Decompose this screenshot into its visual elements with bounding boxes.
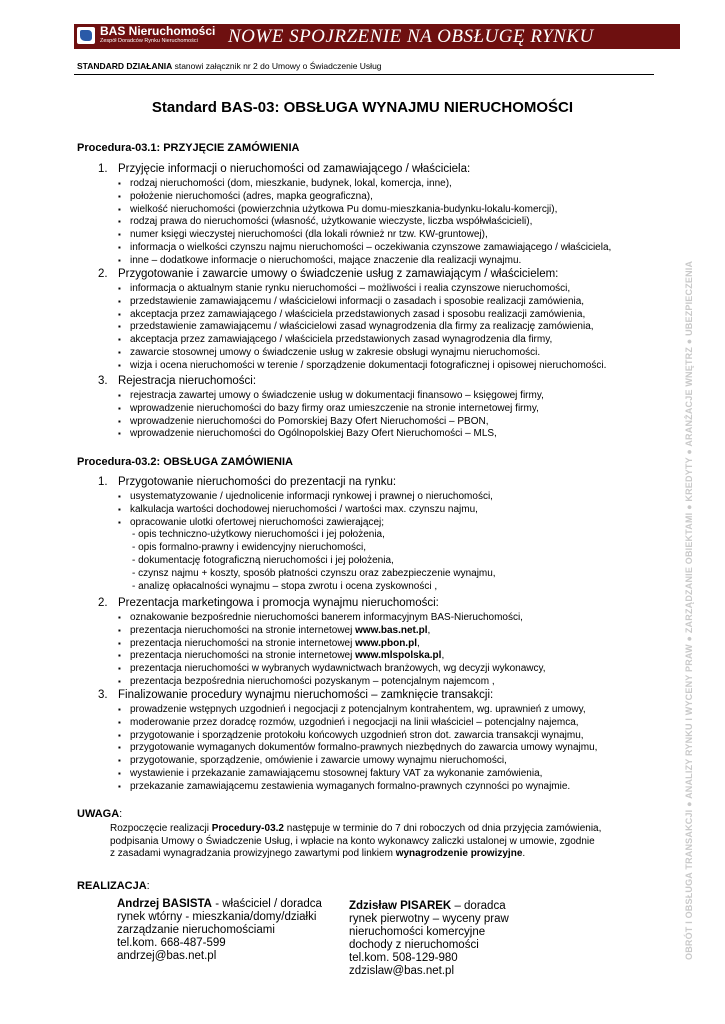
- list-item: ▪ rodzaj nieruchomości (dom, mieszkanie, budynek, lokal, komercja, inne),: [118, 178, 611, 191]
- realization-heading-colon: :: [146, 880, 150, 892]
- item-number: 2.: [98, 268, 108, 280]
- list-item: ▪ oznakowanie bezpośrednie nieruchomości banerem informacyjnym BAS-Nieruchomości,: [118, 612, 546, 625]
- proc1-item-3-list: [118, 390, 544, 441]
- contact-role: – doradca: [451, 900, 506, 912]
- sub-list-item: - czynsz najmu + koszty, sposób płatności czynszu oraz zabezpieczenie wynajmu,: [132, 567, 496, 579]
- website-link-mls[interactable]: www.mlspolska.pl: [355, 650, 442, 662]
- list-item: ▪ wprowadzenie nieruchomości do Ogólnopolskiej Bazy Ofert Nieruchomości – MLS,: [118, 428, 544, 441]
- note-line-2: podpisania Umowy o Świadczenie Usług, i wpłacie na konto wykonawcy zaliczki ustalonej w umowie, zgodnie: [110, 835, 595, 847]
- logo-icon: [77, 27, 95, 44]
- item-number: 2.: [98, 597, 108, 609]
- website-link-bas[interactable]: www.bas.net.pl: [355, 624, 428, 636]
- list-item: ▪ informacja o aktualnym stanie rynku nieruchomości – możliwości i realia czynszowe nieruchomości,: [118, 283, 606, 296]
- contact-name-line: [349, 900, 509, 913]
- list-item: ▪ prezentacja nieruchomości w wybranych wydawnictwach branżowych, wg decyzji wykonawcy,: [118, 663, 546, 676]
- item-number: 3.: [98, 375, 108, 387]
- note-text-part: Rozpoczęcie realizacji: [110, 823, 212, 834]
- contact-email[interactable]: andrzej@bas.net.pl: [117, 950, 217, 962]
- list-item: [118, 650, 546, 663]
- item-text: Finalizowanie procedury wynajmu nieruchomości – zamknięcie transakcji:: [118, 689, 494, 701]
- list-item: ▪ rodzaj prawa do nieruchomości (własność, użytkowanie wieczyste, liczba współwłaścicieli),: [118, 216, 611, 229]
- list-item: ▪ wielkość nieruchomości (powierzchnia użytkowa Pu domu-mieszkania-budynku-lokalu-komercji),: [118, 204, 611, 217]
- list-item: ▪ prowadzenie wstępnych uzgodnień i negocjacji z potencjalnym kontrahentem, wg. uprawnień z umowy,: [118, 704, 597, 717]
- contact-line: rynek pierwotny – wyceny praw: [349, 913, 509, 925]
- item-number: 1.: [98, 476, 108, 488]
- list-item: ▪ przedstawienie zamawiającemu / właścicielowi zasad wynagrodzenia dla firmy za realizację zamówienia,: [118, 321, 606, 334]
- item-text: Przygotowanie i zawarcie umowy o świadczenie usług z zamawiającym / właścicielem:: [118, 268, 559, 280]
- item-text: Przyjęcie informacji o nieruchomości od zamawiającego / właściciela:: [118, 163, 471, 175]
- list-item: ▪ kalkulacja wartości dochodowej nieruchomości / wartości max. czynszu najmu,: [118, 504, 496, 517]
- brand-name: BAS Nieruchomości: [100, 24, 216, 38]
- proc1-item-2-list: [118, 283, 606, 373]
- realization-heading: [77, 880, 150, 892]
- list-item: [118, 638, 546, 651]
- contact-name: Zdzisław PISAREK: [349, 900, 452, 912]
- divider: [74, 74, 654, 75]
- contact-line: zarządzanie nieruchomościami: [117, 924, 275, 936]
- note-line-1: [110, 823, 601, 836]
- list-item: ▪ wprowadzenie nieruchomości do Pomorskiej Bazy Ofert Nieruchomości – PBON,: [118, 416, 544, 429]
- procedure-1-heading: Procedura-03.1: PRZYJĘCIE ZAMÓWIENIA: [77, 142, 300, 154]
- list-item: ▪ wystawienie i przekazanie zamawiającemu stosownej faktury VAT za wykonanie zamówienia,: [118, 768, 597, 781]
- list-item-end: ,: [441, 650, 445, 662]
- contact-card-pisarek: [349, 900, 509, 978]
- contact-card-basista: [117, 898, 322, 963]
- list-item: ▪ przedstawienie zamawiającemu / właścicielowi informacji o zasadach i sposobie realizacji zamówienia,: [118, 296, 606, 309]
- realization-heading-text: REALIZACJA: [77, 880, 147, 892]
- list-item: ▪ numer księgi wieczystej nieruchomości (dla lokali również nr tzw. KW-gruntowej),: [118, 229, 611, 242]
- contact-line: nieruchomości komercyjne: [349, 926, 486, 938]
- list-item: ▪ inne – dodatkowe informacje o nieruchomości, mające znaczenie dla realizacji wynajmu.: [118, 255, 611, 268]
- list-item: ▪ położenie nieruchomości (adres, mapka geograficzna),: [118, 191, 611, 204]
- contact-email[interactable]: zdzislaw@bas.net.pl: [349, 965, 454, 977]
- list-item: ▪ akceptacja przez zamawiającego / właściciela przedstawionych zasad wynagrodzenia dla firmy,: [118, 334, 606, 347]
- brand-subtitle: Zespół Doradców Rynku Nieruchomości: [100, 38, 198, 44]
- contact-name-line: [117, 898, 322, 911]
- list-item: ▪ wizja i ocena nieruchomości w terenie / sporządzenie dokumentacji fotograficznej i opisowej nieruchomości.: [118, 360, 606, 373]
- header-banner: [74, 24, 680, 49]
- side-services-text: OBRÓT I OBSŁUGA TRANSAKCJI ● ANALIZY RYNKU I WYCENY PRAW ● ZARZĄDZANIE OBIEKTAMI ● KREDYTY ● ARANŻACJE WNĘTRZ ● UBEZPIECZENIA: [684, 260, 694, 960]
- list-item: ▪ przygotowanie, sporządzenie, omówienie i zawarcie umowy wynajmu nieruchomości,: [118, 755, 597, 768]
- contact-role: - właściciel / doradca: [212, 898, 322, 910]
- list-item: ▪ przygotowanie i sporządzenie protokołu końcowych uzgodnień stron dot. zawarcia transakcji wynajmu,: [118, 730, 597, 743]
- contact-name: Andrzej BASISTA: [117, 898, 212, 910]
- list-item: ▪ przygotowanie wymaganych dokumentów formalno-prawnych niezbędnych do zawarcia umowy wynajmu,: [118, 742, 597, 755]
- list-item-end: ,: [416, 637, 420, 649]
- note-heading-text: UWAGA: [77, 808, 120, 820]
- proc1-item-1: [98, 163, 470, 175]
- item-number: 1.: [98, 163, 108, 175]
- note-text: [110, 823, 601, 861]
- sub-list-item: - analizę opłacalności wynajmu – stopa zwrotu i ocena zyskowności ,: [132, 580, 438, 592]
- list-item-text: prezentacja nieruchomości na stronie internetowej: [130, 650, 356, 662]
- contact-line: rynek wtórny - mieszkania/domy/działki: [117, 911, 317, 923]
- contact-line: dochody z nieruchomości: [349, 939, 479, 951]
- proc1-item-1-list: [118, 178, 611, 268]
- proc2-item-1-list: [118, 491, 496, 593]
- contact-phone: tel.kom. 668-487-599: [117, 937, 226, 949]
- slogan: NOWE SPOJRZENIE NA OBSŁUGĘ RYNKU: [228, 26, 594, 47]
- list-item: ▪ informacja o wielkości czynszu najmu nieruchomości – oczekiwania czynszowe zamawiającego / właściciela,: [118, 242, 611, 255]
- note-line-3: [110, 848, 601, 861]
- list-item: ▪ wprowadzenie nieruchomości do bazy firmy oraz umieszczenie na stronie internetowej firmy,: [118, 403, 544, 416]
- list-item: ▪ prezentacja bezpośrednia nieruchomości pozyskanym – potencjalnym najemcom ,: [118, 676, 546, 689]
- list-item: ▪ moderowanie przez doradcę rozmów, uzgodnień i negocjacji na linii właściciel – potencjalny najemca,: [118, 717, 597, 730]
- sub-list-item: - opis formalno-prawny i ewidencyjny nieruchomości,: [132, 542, 366, 554]
- proc2-item-2-list: [118, 612, 546, 689]
- commission-link[interactable]: wynagrodzenie prowizyjne: [395, 848, 523, 859]
- procedure-2-heading: Procedura-03.2: OBSŁUGA ZAMÓWIENIA: [77, 456, 293, 468]
- standard-text: stanowi załącznik nr 2 do Umowy o Świadczenie Usług: [172, 61, 382, 71]
- list-item: ▪ usystematyzowanie / ujednolicenie informacji rynkowej i prawnej o nieruchomości,: [118, 491, 496, 504]
- note-text-part: z zasadami wynagradzania prowizyjnego zawartymi pod linkiem: [110, 848, 396, 859]
- contact-phone: tel.kom. 508-129-980: [349, 952, 458, 964]
- item-text: Prezentacja marketingowa i promocja wynajmu nieruchomości:: [118, 597, 439, 609]
- item-text: Rejestracja nieruchomości:: [118, 375, 257, 387]
- note-heading: [77, 808, 122, 820]
- list-item-text: prezentacja nieruchomości na stronie internetowej: [130, 637, 356, 649]
- note-text-part: .: [522, 848, 526, 859]
- poland-map-icon: [80, 30, 92, 41]
- list-item: ▪ opracowanie ulotki ofertowej nieruchomości zawierającej;: [118, 517, 496, 530]
- proc2-item-3-list: [118, 704, 597, 794]
- sub-list-item: - dokumentację fotograficzną nieruchomości i jej położenia,: [132, 554, 394, 566]
- item-number: 3.: [98, 689, 108, 701]
- standard-label: STANDARD DZIAŁANIA: [77, 61, 173, 71]
- note-heading-colon: :: [119, 808, 123, 820]
- proc2-item-3: [98, 689, 493, 701]
- list-item: ▪ rejestracja zawartej umowy o świadczenie usług w dokumentacji finansowo – księgowej firmy,: [118, 390, 544, 403]
- standard-line: [77, 61, 382, 71]
- proc1-item-2: [98, 268, 558, 280]
- item-text: Przygotowanie nieruchomości do prezentacji na rynku:: [118, 476, 397, 488]
- procedure-reference: Procedury-03.2: [211, 823, 284, 834]
- list-item: ▪ akceptacja przez zamawiającego / właściciela przedstawionych zasad i sposobu realizacji zamówienia,: [118, 309, 606, 322]
- proc1-item-3: [98, 375, 256, 387]
- note-text-part: następuje w terminie do 7 dni roboczych od dnia przyjęcia zamówienia,: [283, 823, 602, 834]
- list-item-end: ,: [427, 624, 431, 636]
- list-item: ▪ zawarcie stosownej umowy o świadczenie usług w zakresie obsługi wynajmu nieruchomości.: [118, 347, 606, 360]
- sub-list-item: - opis techniczno-użytkowy nieruchomości i jej położenia,: [132, 529, 385, 541]
- website-link-pbon[interactable]: www.pbon.pl: [355, 637, 417, 649]
- proc2-item-2: [98, 597, 439, 609]
- page-title: Standard BAS-03: OBSŁUGA WYNAJMU NIERUCHOMOŚCI: [151, 99, 574, 116]
- proc2-item-1: [98, 476, 396, 488]
- list-item: ▪ przekazanie zamawiającemu zestawienia wymaganych formalno-prawnych czynności po wynajmie.: [118, 781, 597, 794]
- list-item: [118, 625, 546, 638]
- list-item-text: prezentacja nieruchomości na stronie internetowej: [130, 624, 356, 636]
